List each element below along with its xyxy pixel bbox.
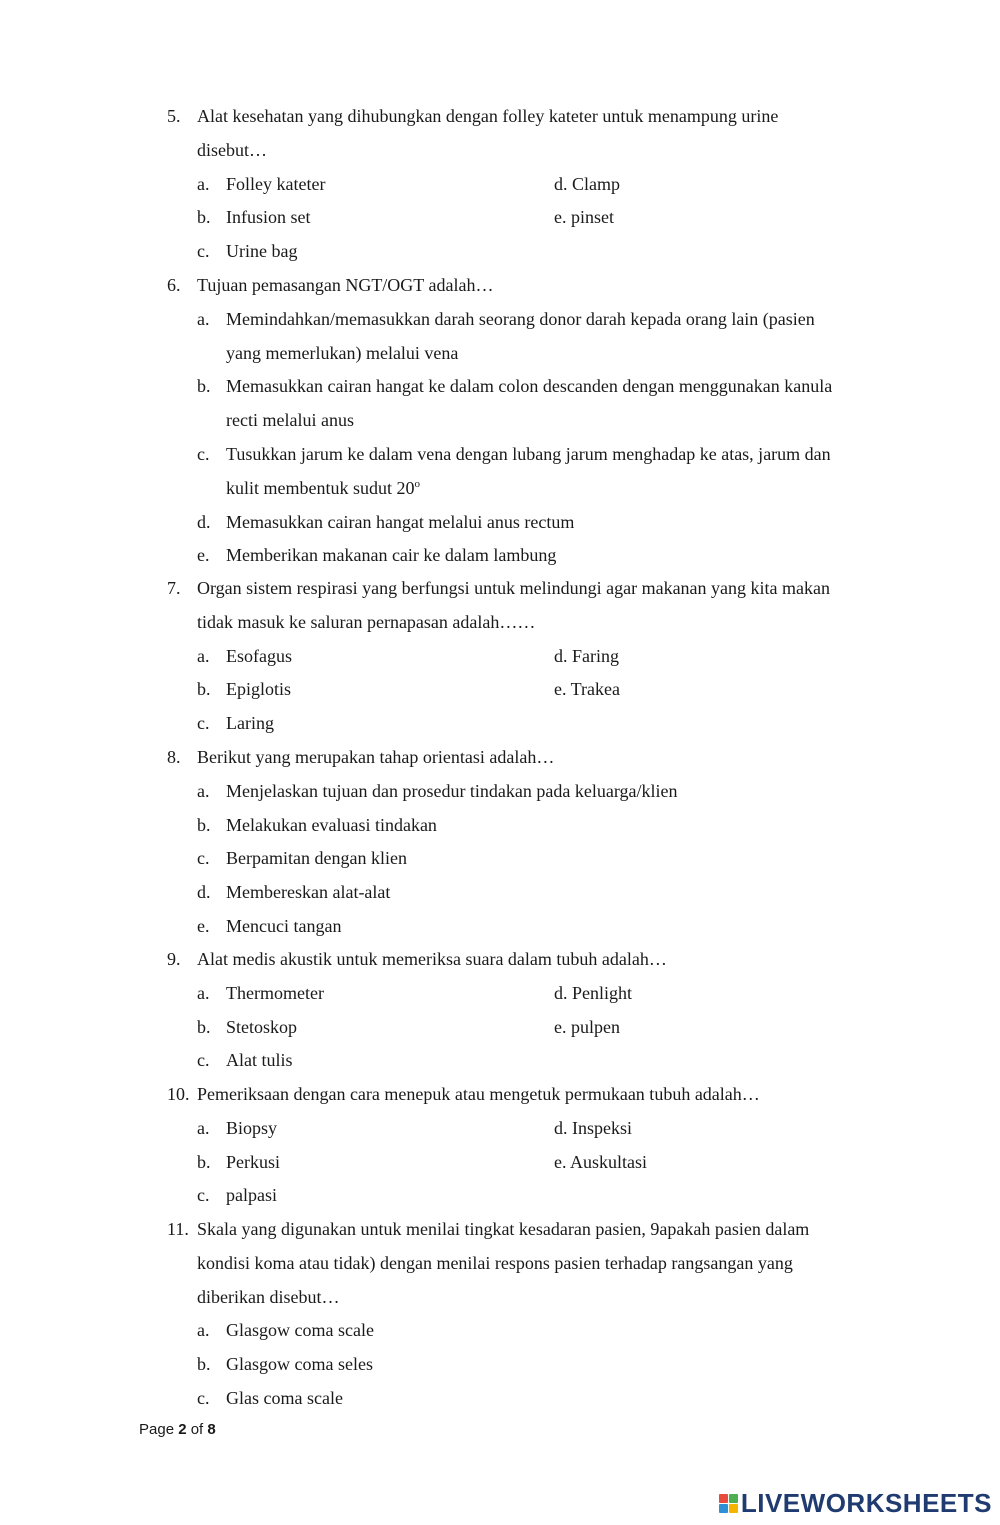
logo-block-icon: [729, 1494, 738, 1503]
answer-row: [197, 977, 897, 1011]
option-text: Berpamitan dengan klien: [226, 848, 407, 869]
answer-option[interactable]: [197, 977, 324, 1011]
question-number: 8.: [167, 747, 181, 767]
question-item: [167, 269, 897, 573]
answer-option[interactable]: [197, 506, 897, 540]
answer-options: [197, 168, 897, 269]
answer-option[interactable]: e. pulpen: [554, 1016, 620, 1037]
option-letter: c.: [197, 848, 210, 869]
question-text-line: diberikan disebut…: [197, 1286, 340, 1307]
answer-row: [197, 201, 897, 235]
answer-option[interactable]: [197, 775, 897, 809]
question-text-line: disebut…: [197, 139, 267, 160]
degree-superscript: o: [414, 477, 420, 490]
answer-option[interactable]: [197, 438, 897, 506]
answer-option[interactable]: e. Trakea: [554, 679, 620, 700]
brand-name: LIVEWORKSHEETS: [740, 1488, 992, 1518]
answer-option[interactable]: [197, 1112, 277, 1146]
question-number: 7.: [167, 578, 181, 598]
answer-option[interactable]: [197, 370, 897, 438]
answer-option[interactable]: [197, 876, 897, 910]
answer-row: [197, 1146, 897, 1180]
option-text: Laring: [226, 713, 274, 734]
option-text: Memindahkan/memasukkan darah seorang donor darah kepada orang lain (pasien: [226, 308, 815, 329]
option-text-line: [226, 876, 897, 910]
answer-option[interactable]: [197, 1146, 280, 1180]
question-item: [167, 572, 897, 741]
option-text: Urine bag: [226, 241, 298, 262]
liveworksheets-logo: [719, 1488, 992, 1519]
answer-option[interactable]: [197, 842, 897, 876]
answer-row: [197, 707, 897, 741]
question-text-line: tidak masuk ke saluran pernapasan adalah……: [197, 611, 536, 632]
logo-blocks-icon: [719, 1494, 738, 1513]
answer-options: [197, 640, 897, 741]
option-letter: c.: [197, 713, 210, 734]
option-letter: b.: [197, 1151, 211, 1172]
question-text: [197, 741, 897, 775]
question-number: 10.: [167, 1084, 190, 1104]
option-text-line: [226, 303, 897, 337]
option-text-line: [226, 910, 897, 944]
answer-option[interactable]: [197, 1382, 897, 1416]
option-text: kulit membentuk sudut 20: [226, 477, 415, 498]
option-letter: a.: [197, 982, 210, 1003]
answer-option[interactable]: [197, 1044, 293, 1078]
footer-current-page: 2: [178, 1421, 187, 1438]
option-letter: a.: [197, 308, 210, 329]
option-letter: a.: [197, 645, 210, 666]
option-text: Esofagus: [226, 645, 292, 666]
option-text: yang memerlukan) melalui vena: [226, 342, 459, 363]
option-letter: b.: [197, 1354, 211, 1375]
question-item: [167, 943, 897, 1078]
answer-row: [197, 640, 897, 674]
option-letter: c.: [197, 1387, 210, 1408]
option-text-line: [226, 539, 897, 573]
option-text: Memasukkan cairan hangat ke dalam colon descanden dengan menggunakan kanula: [226, 376, 833, 397]
option-text: Tusukkan jarum ke dalam vena dengan lubang jarum menghadap ke atas, jarum dan: [226, 443, 831, 464]
answer-option[interactable]: [197, 1011, 297, 1045]
question-item: [167, 741, 897, 944]
option-text-line: [226, 370, 897, 404]
option-letter: a.: [197, 1320, 210, 1341]
page-footer: [139, 1421, 216, 1438]
option-text-line: [226, 842, 897, 876]
option-text-line: [226, 1348, 897, 1382]
answer-option[interactable]: [197, 1314, 897, 1348]
option-text-line: [226, 337, 897, 371]
option-text: Perkusi: [226, 1151, 280, 1172]
option-text: Glasgow coma seles: [226, 1354, 373, 1375]
question-number: 9.: [167, 949, 181, 969]
option-text: Thermometer: [226, 982, 324, 1003]
option-text-line: [226, 809, 897, 843]
question-text: [197, 1078, 897, 1112]
option-text: Mencuci tangan: [226, 915, 342, 936]
option-letter: a.: [197, 1117, 210, 1138]
question-item: [167, 1078, 897, 1213]
option-text-line: [226, 472, 897, 506]
option-letter: c.: [197, 1050, 210, 1071]
answer-option[interactable]: [197, 303, 897, 371]
answer-option[interactable]: [197, 168, 325, 202]
option-text-line: [226, 1314, 897, 1348]
question-text: [197, 100, 897, 168]
logo-block-icon: [729, 1504, 738, 1513]
question-text-line: kondisi koma atau tidak) dengan menilai respons pasien terhadap rangsangan yang: [197, 1252, 793, 1273]
answer-option[interactable]: [197, 910, 897, 944]
option-letter: d.: [197, 511, 211, 532]
answer-options: [197, 977, 897, 1078]
option-text: Epiglotis: [226, 679, 292, 700]
question-text-line: Pemeriksaan dengan cara menepuk atau mengetuk permukaan tubuh adalah…: [197, 1084, 760, 1104]
option-letter: b.: [197, 814, 211, 835]
option-text: Memasukkan cairan hangat melalui anus rectum: [226, 511, 575, 532]
footer-middle: of: [186, 1421, 208, 1438]
option-text: Glasgow coma scale: [226, 1320, 374, 1341]
option-text: Folley kateter: [226, 173, 326, 194]
option-letter: b.: [197, 207, 211, 228]
footer-prefix: Page: [139, 1421, 179, 1438]
option-text: palpasi: [226, 1185, 277, 1206]
option-text-line: [226, 775, 897, 809]
answer-option[interactable]: d. Penlight: [554, 982, 633, 1003]
option-letter: c.: [197, 443, 210, 464]
answer-option[interactable]: e. Auskultasi: [554, 1151, 647, 1172]
answer-option[interactable]: e. pinset: [554, 207, 614, 228]
answer-row: [197, 673, 897, 707]
option-text-line: [226, 438, 897, 472]
question-text: [197, 572, 897, 640]
option-text: Stetoskop: [226, 1016, 298, 1037]
answer-row: [197, 168, 897, 202]
option-text-line: [226, 404, 897, 438]
footer-total-pages: 8: [207, 1421, 216, 1438]
option-letter: a.: [197, 173, 210, 194]
option-letter: c.: [197, 241, 210, 262]
answer-option[interactable]: [197, 809, 897, 843]
option-text: recti melalui anus: [226, 410, 354, 431]
option-text: Melakukan evaluasi tindakan: [226, 814, 437, 835]
question-text: [197, 943, 897, 977]
answer-option[interactable]: [197, 673, 291, 707]
option-text: Glas coma scale: [226, 1387, 343, 1408]
answer-option[interactable]: [197, 235, 297, 269]
answer-row: [197, 1011, 897, 1045]
question-text-line: Berikut yang merupakan tahap orientasi adalah…: [197, 747, 555, 767]
option-text: Alat tulis: [226, 1050, 293, 1071]
answer-row: [197, 235, 897, 269]
question-text-line: Organ sistem respirasi yang berfungsi untuk melindungi agar makanan yang kita makan: [197, 578, 831, 598]
logo-block-icon: [719, 1494, 728, 1503]
answer-row: [197, 1179, 897, 1213]
answer-option[interactable]: d. Clamp: [554, 173, 620, 194]
option-letter: a.: [197, 780, 210, 801]
answer-options: [197, 775, 897, 944]
answer-options: [197, 303, 897, 573]
option-text: Membereskan alat-alat: [226, 882, 391, 903]
answer-option[interactable]: [197, 201, 311, 235]
answer-option[interactable]: [197, 640, 292, 674]
answer-option[interactable]: [197, 539, 897, 573]
option-text: Memberikan makanan cair ke dalam lambung: [226, 545, 557, 566]
option-text: Biopsy: [226, 1117, 278, 1138]
option-letter: b.: [197, 1016, 211, 1037]
answer-option[interactable]: [197, 1348, 897, 1382]
logo-block-icon: [719, 1504, 728, 1513]
question-text-line: Skala yang digunakan untuk menilai tingkat kesadaran pasien, 9apakah pasien dalam: [197, 1219, 810, 1239]
option-text: Infusion set: [226, 207, 311, 228]
question-item: [167, 100, 897, 269]
answer-row: [197, 1044, 897, 1078]
option-letter: b.: [197, 679, 211, 700]
question-text: [197, 1213, 897, 1314]
option-letter: e.: [197, 915, 210, 936]
answer-row: [197, 1112, 897, 1146]
question-number: 6.: [167, 275, 181, 295]
option-letter: b.: [197, 376, 211, 397]
answer-option[interactable]: [197, 707, 274, 741]
option-text: Menjelaskan tujuan dan prosedur tindakan pada keluarga/klien: [226, 780, 678, 801]
question-text-line: Alat medis akustik untuk memeriksa suara dalam tubuh adalah…: [197, 949, 667, 969]
question-number: 5.: [167, 106, 181, 126]
answer-options: [197, 1112, 897, 1213]
answer-options: [197, 1314, 897, 1415]
question-item: [167, 1213, 897, 1416]
answer-option[interactable]: d. Inspeksi: [554, 1117, 632, 1138]
question-text: [197, 269, 897, 303]
option-letter: e.: [197, 545, 210, 566]
question-text-line: Alat kesehatan yang dihubungkan dengan folley kateter untuk menampung urine: [197, 106, 779, 126]
answer-option[interactable]: d. Faring: [554, 645, 619, 666]
option-letter: d.: [197, 882, 211, 903]
option-text-line: [226, 506, 897, 540]
question-text-line: Tujuan pemasangan NGT/OGT adalah…: [197, 275, 494, 295]
option-text-line: [226, 1382, 897, 1416]
question-number: 11.: [167, 1219, 189, 1239]
answer-option[interactable]: [197, 1179, 277, 1213]
option-letter: c.: [197, 1185, 210, 1206]
